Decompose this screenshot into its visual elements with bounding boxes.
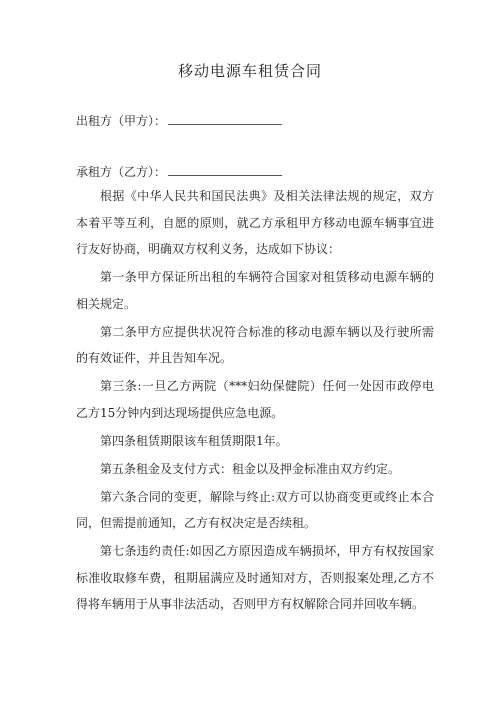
lessee-label: 承租方（乙方）： [76,165,167,179]
paragraph-article-5: 第五条租金及支付方式：租金以及押金标准由双方约定。 [100,461,401,476]
lessor-field [76,112,282,129]
paragraph-article-2: 第二条甲方应提供状况符合标准的移动电源车辆以及行驶所需的有效证件，并且告知车况。 [76,324,434,365]
paragraph-intro: 根据《中华人民共和国民法典》及相关法律法规的规定，双方本着平等互利，自愿的原则，就乙方承租甲方移动电源车辆事宜进行友好协商，明确双方权利义务，达成如下协议： [76,189,434,256]
paragraph-article-1: 第一条甲方保证所出租的车辆符合国家对租赁移动电源车辆的相关规定。 [76,270,434,311]
contract-body [76,183,434,619]
lessor-blank-line [168,113,282,125]
document-title: 移动电源车租赁合同 [177,62,322,80]
lessee-blank-line [168,164,282,176]
paragraph-article-6: 第六条合同的变更，解除与终止:双方可以协商变更或终止本合同，但需提前通知，乙方有权决定是否续租。 [76,489,434,530]
paragraph-article-7: 第七条违约责任:如因乙方原因造成车辆损坏，甲方有权按国家标准收取修车费，租期届满应及时通知对方，否则报案处理,乙方不得将车辆用于从事非法活动，否则甲方有权解除合同并回收车辆。 [76,544,434,611]
lessor-label: 出租方（甲方）： [76,114,167,128]
paragraph-article-3: 第三条:一旦乙方两院（***妇幼保健院）任何一处因市政停电乙方15分钟内到达现场提供应急电源。 [76,379,434,420]
paragraph-article-4: 第四条租赁期限该车租赁期限1年。 [100,433,288,448]
lessee-field [76,163,282,180]
